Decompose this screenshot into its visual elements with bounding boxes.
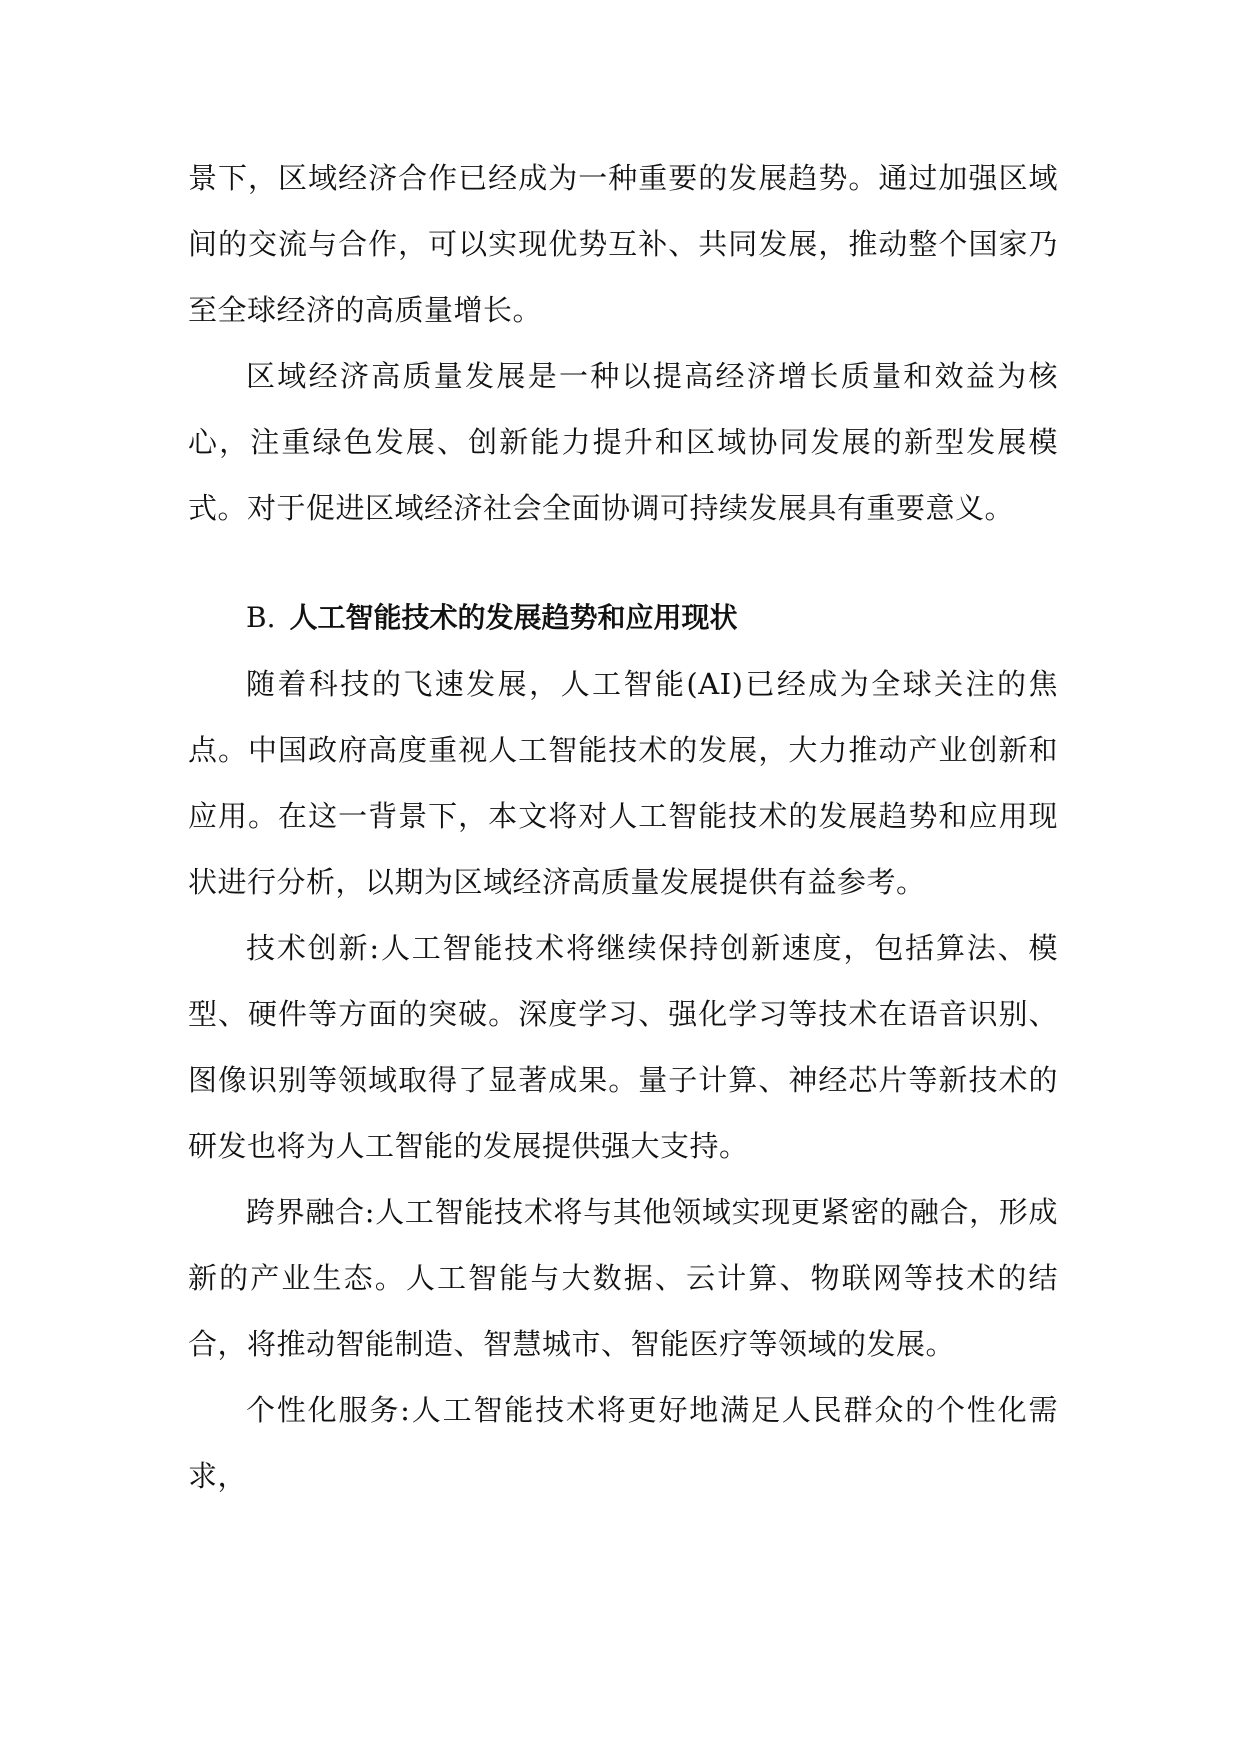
paragraph: 区域经济高质量发展是一种以提高经济增长质量和效益为核心，注重绿色发展、创新能力提升和区域协同发展的新型发展模式。对于促进区域经济社会全面协调可持续发展具有重要意义。 [188,359,1058,525]
paragraph-continued: 景下，区域经济合作已经成为一种重要的发展趋势。通过加强区域间的交流与合作，可以实现优势互补、共同发展，推动整个国家乃至全球经济的高质量增长。 [188,161,1058,327]
section-heading [188,585,1058,651]
section-title: 人工智能技术的发展趋势和应用现状 [289,601,738,634]
document-body [188,145,1058,1509]
paragraph: 个性化服务:人工智能技术将更好地满足人民群众的个性化需求， [188,1393,1058,1493]
paragraph: 跨界融合:人工智能技术将与其他领域实现更紧密的融合，形成新的产业生态。人工智能与大数据、云计算、物联网等技术的结合，将推动智能制造、智慧城市、智能医疗等领域的发展。 [188,1195,1058,1361]
paragraph: 随着科技的飞速发展，人工智能(AI)已经成为全球关注的焦点。中国政府高度重视人工智能技术的发展，大力推动产业创新和应用。在这一背景下，本文将对人工智能技术的发展趋势和应用现状进行分析，以期为区域经济高质量发展提供有益参考。 [188,667,1058,899]
section-number: B. [246,601,276,634]
paragraph: 技术创新:人工智能技术将继续保持创新速度，包括算法、模型、硬件等方面的突破。深度学习、强化学习等技术在语音识别、图像识别等领域取得了显著成果。量子计算、神经芯片等新技术的研发也将为人工智能的发展提供强大支持。 [188,931,1058,1163]
